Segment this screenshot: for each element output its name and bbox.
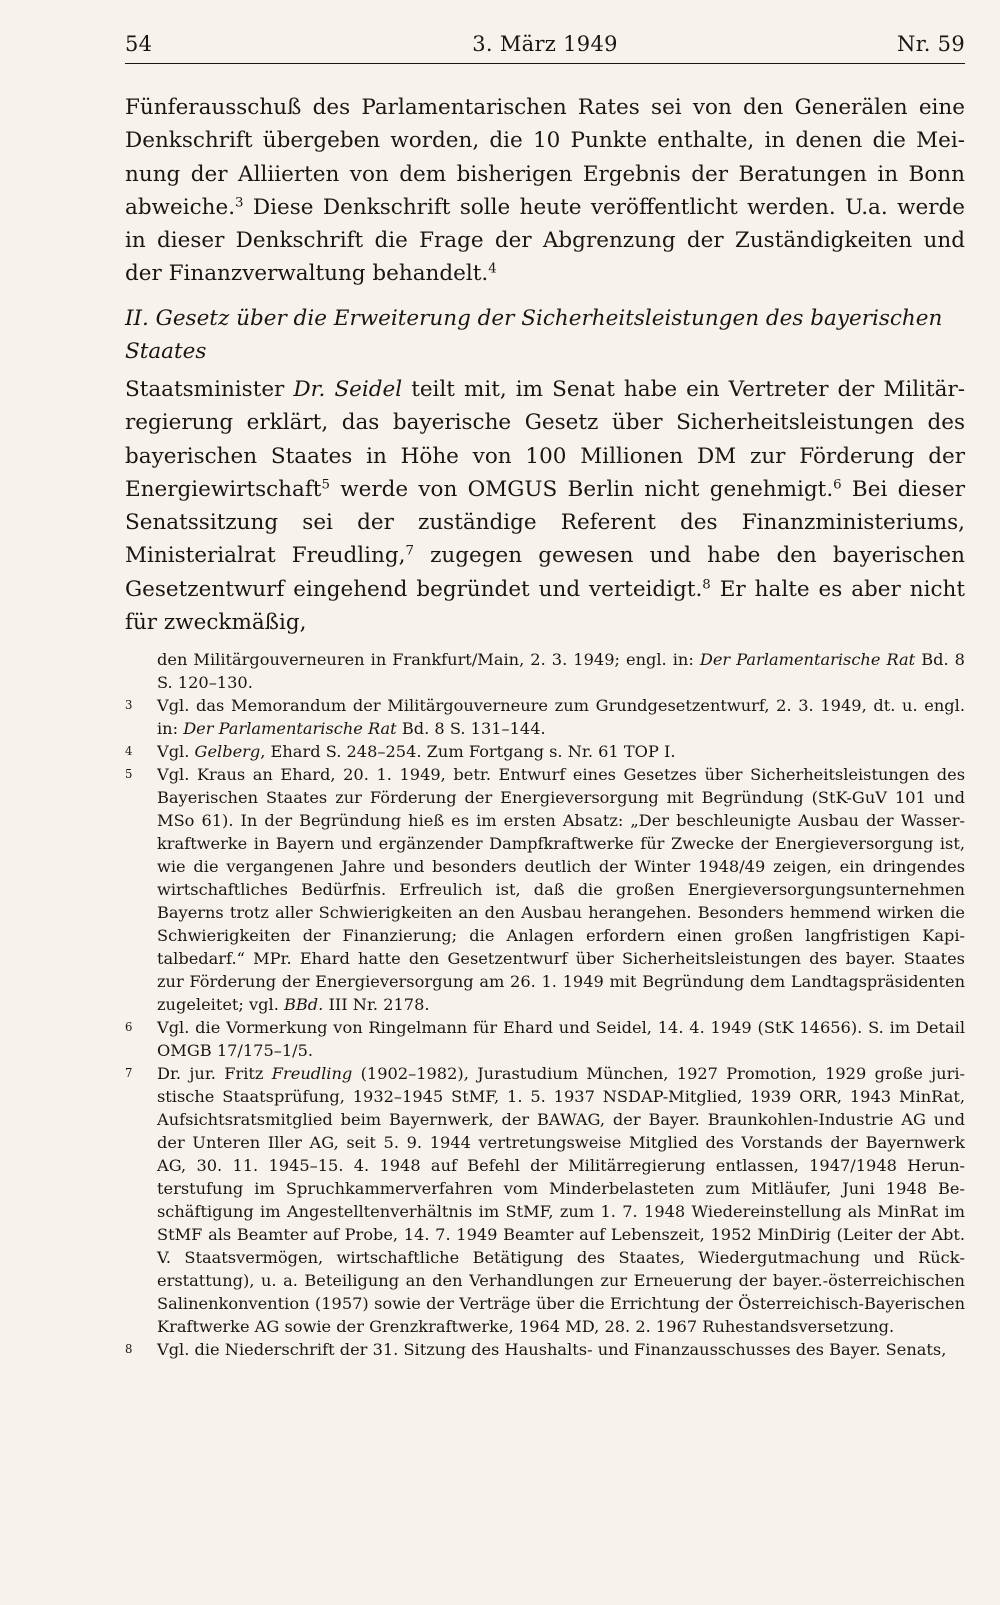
footnote-number: 5 xyxy=(125,767,133,781)
footnote-number: 4 xyxy=(125,744,133,758)
header-issue-number: Nr. 59 xyxy=(897,32,965,56)
footnote-text: (1902–1982), Jurastudium München, 1927 Promotion, 1929 große juristische Staatsprüfung, 1932–1945 StMF, 1. 5. 1937 NSDAP-Mitglied, 1939 ORR, 1943 MinRat, Aufsichtsratsmitglied beim Bayernwerk, der BAWAG, der Bayer. Braunkohlen-Industrie AG und der Unteren Iller AG, seit 5. 9. 1944 vertretungsweise Mitglied des Vorstands der Bayernwerk AG, 30. 11. 1945–15. 4. 1948 auf Befehl der Militärregierung entlassen, 1947/1948 Herunterstufung im Spruchkammerverfahren vom Minderbelasteten zum Mitläufer, Juni 1948 Beschäftigung im Angestelltenverhältnis im StMF, zum 1. 7. 1948 Wiedereinstellung als MinRat im StMF als Beamter auf Probe, 14. 7. 1949 Beamter auf Lebenszeit, 1952 MinDirig (Leiter der Abt. V. Staatsvermögen, wirtschaftliche Betätigung des Staates, Wiedergutmachung und Rückerstattung), u. a. Beteiligung an den Verhandlungen zur Erneuerung der bayer.-österreichischen Salinenkonvention (1957) sowie der Verträge über die Errichtung der Österreichisch-Bayerischen Kraftwerke AG sowie der Grenzkraftwerke, 1964 MD, 28. 2. 1967 Ruhestandsversetzung. xyxy=(157,1064,966,1336)
footnote-7 xyxy=(125,1062,965,1338)
person-name-seidel: Dr. Seidel xyxy=(293,377,403,402)
para1-text-b: Diese Denkschrift solle heute veröffentlicht werden. U.a. werde in dieser Denkschrift die Frage der Abgrenzung der Zuständigkeiten und der Finanzverwaltung behandelt. xyxy=(125,194,965,287)
footnote-ref-8: 8 xyxy=(702,577,711,593)
publication-title: BBd. xyxy=(284,995,324,1014)
para2-text-d: Bei dieser Senatssitzung sei der zuständige Referent des Finanzministeriums, Ministerialrat Freudling, xyxy=(125,476,965,569)
footnote-number: 7 xyxy=(125,1066,133,1080)
footnote-continuation xyxy=(125,648,965,694)
page-number: 54 xyxy=(125,32,153,56)
footnote-text: Vgl. xyxy=(157,742,195,761)
para2-text-a: Staatsminister xyxy=(125,377,294,402)
footnote-ref-3: 3 xyxy=(235,195,244,211)
body-paragraph-2 xyxy=(125,373,965,639)
section-heading: II. Gesetz über die Erweiterung der Sicherheitsleistungen des bayerischen Staates xyxy=(125,306,943,364)
para2-text-e: zugegen gewesen und habe den bayerischen Gesetzentwurf eingehend begründet und verteidigt. xyxy=(125,543,966,602)
footnote-8 xyxy=(125,1338,965,1361)
footnote-ref-4: 4 xyxy=(488,262,497,278)
footnote-text: III Nr. 2178. xyxy=(323,995,430,1014)
footnote-text: Vgl. die Vormerkung von Ringelmann für Ehard und Seidel, 14. 4. 1949 (StK 14656). S. im Detail OMGB 17/175–1/5. xyxy=(157,1018,965,1060)
person-name-freudling: Freudling xyxy=(271,1064,353,1083)
footnote-number: 6 xyxy=(125,1020,133,1034)
para2-text-c: werde von OMGUS Berlin nicht genehmigt. xyxy=(329,476,834,502)
header-date: 3. März 1949 xyxy=(472,32,618,56)
footnote-text: Vgl. das Memorandum der Militärgouverneure zum Grundgesetzentwurf, 2. 3. 1949, dt. u. engl. in: xyxy=(157,696,965,738)
footnote-text: Vgl. die Niederschrift der 31. Sitzung des Haushalts- und Finanzausschusses des Bayer. Senats, xyxy=(157,1340,947,1359)
para2-text-b: teilt mit, im Senat habe ein Vertreter der Militärregierung erklärt, das bayerische Gesetz über Sicherheitsleistungen des bayerischen Staates in Höhe von 100 Millionen DM zur Förderung der Energiewirtschaft xyxy=(125,377,965,502)
publication-title: Der Parlamentarische Rat xyxy=(699,650,916,669)
footnote-text: Bd. 8 S. 120–130. xyxy=(157,650,965,692)
footnote-text: Dr. jur. Fritz xyxy=(157,1064,272,1083)
footnote-4 xyxy=(125,740,965,763)
footnote-text: den Militärgouverneuren in Frankfurt/Main, 2. 3. 1949; engl. in: xyxy=(157,650,700,669)
footnote-number: 8 xyxy=(125,1342,133,1356)
running-header xyxy=(125,32,965,64)
header-rule xyxy=(125,63,965,64)
footnote-6 xyxy=(125,1016,965,1062)
footnote-3 xyxy=(125,694,965,740)
footnote-ref-7: 7 xyxy=(405,544,414,560)
para2-text-f: Er halte es aber nicht für zweckmäßig, xyxy=(125,576,965,636)
body-paragraph-1 xyxy=(125,91,965,291)
para1-text-a: Fünferausschuß des Parlamentarischen Rates sei von den Generälen eine Denkschrift übergeben worden, die 10 Punkte enthalte, in denen die Meinung der Alliierten von dem bisherigen Ergebnis der Beratungen in Bonn abweiche. xyxy=(125,95,965,220)
footnote-5 xyxy=(125,763,965,1016)
author-name: Gelberg xyxy=(194,742,261,761)
footnote-ref-5: 5 xyxy=(321,477,330,493)
footnote-text: Vgl. Kraus an Ehard, 20. 1. 1949, betr. Entwurf eines Gesetzes über Sicherheitsleistungen des Bayerischen Staates zur Förderung der Energieversorgung mit Begründung (StK-GuV 101 und MSo 61). In der Begründung hieß es im ersten Absatz: „Der beschleunigte Ausbau der Wasserkraftwerke in Bayern und ergänzender Dampfkraftwerke für Zwecke der Energieversorgung ist, wie die vergangenen Jahre und besonders deutlich der Winter 1948/49 zeigen, ein dringendes wirtschaftliches Bedürfnis. Erfreulich ist, daß die großen Energieversorgungsunternehmen Bayerns trotz aller Schwierigkeiten an den Ausbau herangehen. Besonders hemmend wirken die Schwierigkeiten der Finanzierung; die Anlagen erfordern einen großen langfristigen Kapitalbedarf.“ MPr. Ehard hatte den Gesetzentwurf über Sicherheitsleistungen des bayer. Staates zur Förderung der Energieversorgung am 26. 1. 1949 mit Begründung dem Landtagspräsidenten zugeleitet; vgl. xyxy=(157,765,965,1014)
footnote-text: , Ehard S. 248–254. Zum Fortgang s. Nr. 61 TOP I. xyxy=(260,742,676,761)
footnotes xyxy=(125,648,965,1361)
publication-title: Der Parlamentarische Rat xyxy=(183,719,397,738)
footnote-number: 3 xyxy=(125,698,133,712)
footnote-ref-6: 6 xyxy=(833,477,842,493)
footnote-text: Bd. 8 S. 131–144. xyxy=(396,719,546,738)
